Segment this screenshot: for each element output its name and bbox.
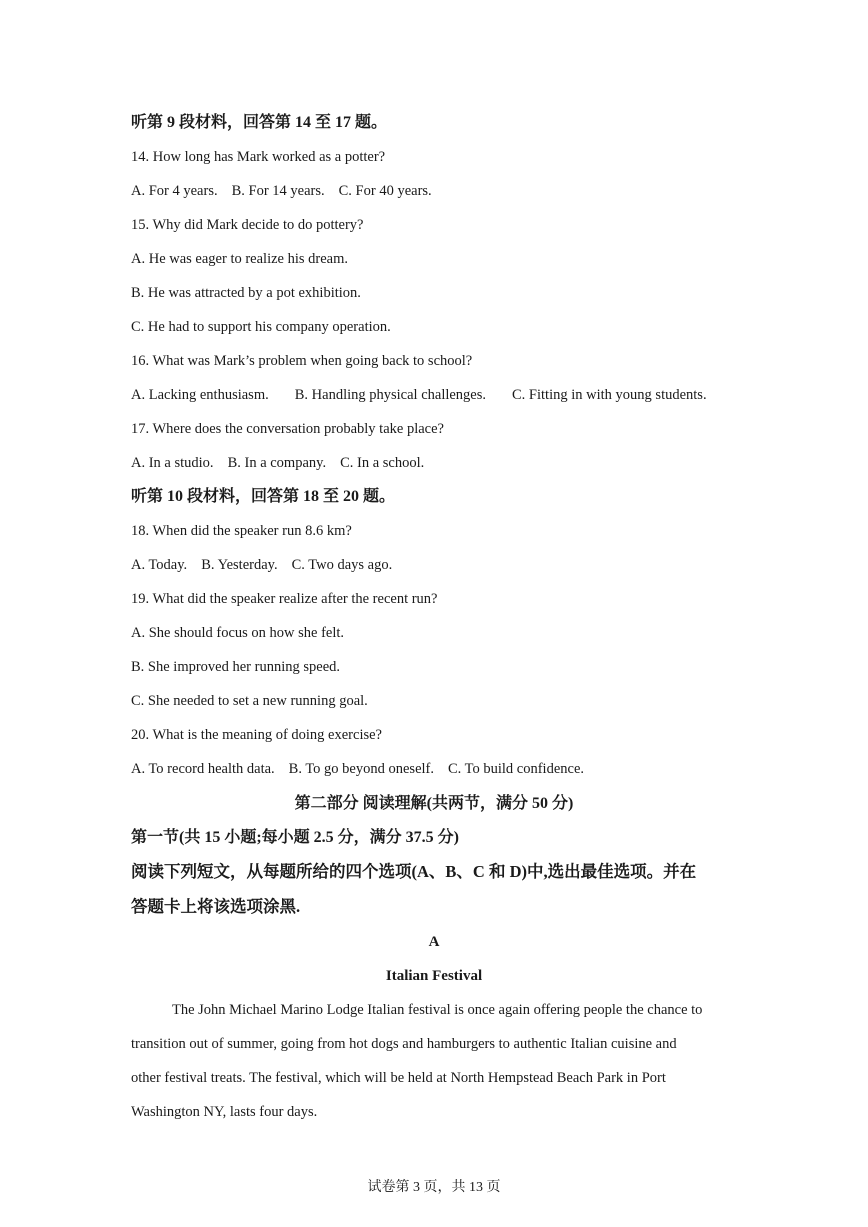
question-18-options bbox=[131, 556, 406, 574]
option-a: A. For 4 years. bbox=[131, 183, 218, 199]
option-c: C. Fitting in with young students. bbox=[512, 387, 707, 403]
option-c: C. In a school. bbox=[340, 455, 425, 471]
option-b: B. To go beyond oneself. bbox=[288, 761, 434, 777]
question-19-option-a: A. She should focus on how she felt. bbox=[131, 625, 345, 641]
question-19: 19. What did the speaker realize after the recent run? bbox=[131, 591, 438, 607]
passage-line: transition out of summer, going from hot dogs and hamburgers to authentic Italian cuisine and bbox=[131, 1036, 677, 1052]
question-17-options bbox=[131, 454, 438, 472]
question-14-options bbox=[131, 182, 446, 200]
question-20-options bbox=[131, 760, 598, 778]
passage-title: Italian Festival bbox=[385, 968, 483, 984]
passage-line: Washington NY, lasts four days. bbox=[131, 1104, 318, 1120]
option-b: B. In a company. bbox=[227, 455, 327, 471]
question-15-option-a: A. He was eager to realize his dream. bbox=[131, 251, 348, 267]
instruction-line-2: 答题卡上将该选项涂黑. bbox=[131, 897, 301, 916]
section-one-subtitle: 第一节(共 15 小题;每小题 2.5 分，满分 37.5 分) bbox=[131, 829, 459, 846]
question-20: 20. What is the meaning of doing exercise? bbox=[131, 727, 382, 743]
question-19-option-b: B. She improved her running speed. bbox=[131, 659, 341, 675]
question-18: 18. When did the speaker run 8.6 km? bbox=[131, 523, 352, 539]
question-16: 16. What was Mark’s problem when going back to school? bbox=[131, 353, 473, 369]
question-17: 17. Where does the conversation probably take place? bbox=[131, 421, 444, 437]
section-header-10: 听第 10 段材料，回答第 18 至 20 题。 bbox=[131, 488, 396, 505]
question-15-option-b: B. He was attracted by a pot exhibition. bbox=[131, 285, 361, 301]
instruction-line-1: 阅读下列短文，从每题所给的四个选项(A、B、C 和 D)中,选出最佳选项。并在 bbox=[131, 862, 697, 881]
question-15-option-c: C. He had to support his company operation. bbox=[131, 319, 391, 335]
option-c: C. For 40 years. bbox=[338, 183, 432, 199]
question-14: 14. How long has Mark worked as a potter? bbox=[131, 149, 386, 165]
option-a: A. Today. bbox=[131, 557, 188, 573]
question-19-option-c: C. She needed to set a new running goal. bbox=[131, 693, 368, 709]
option-c: C. Two days ago. bbox=[291, 557, 393, 573]
part-two-title: 第二部分 阅读理解(共两节，满分 50 分) bbox=[294, 795, 574, 812]
option-c: C. To build confidence. bbox=[447, 761, 585, 777]
passage-line: other festival treats. The festival, which will be held at North Hempstead Beach Park in Port bbox=[131, 1070, 666, 1086]
option-a: A. To record health data. bbox=[131, 761, 275, 777]
section-header-9: 听第 9 段材料，回答第 14 至 17 题。 bbox=[131, 114, 388, 131]
option-a: A. Lacking enthusiasm. bbox=[131, 387, 269, 403]
question-16-options bbox=[131, 386, 721, 404]
option-a: A. In a studio. bbox=[131, 455, 214, 471]
option-b: B. Yesterday. bbox=[201, 557, 278, 573]
option-b: B. Handling physical challenges. bbox=[294, 387, 487, 403]
passage-letter: A bbox=[428, 934, 440, 950]
passage-line: The John Michael Marino Lodge Italian festival is once again offering people the chance to bbox=[172, 1002, 703, 1018]
option-b: B. For 14 years. bbox=[231, 183, 325, 199]
page-footer: 试卷第 3 页，共 13 页 bbox=[367, 1180, 501, 1195]
question-15: 15. Why did Mark decide to do pottery? bbox=[131, 217, 364, 233]
